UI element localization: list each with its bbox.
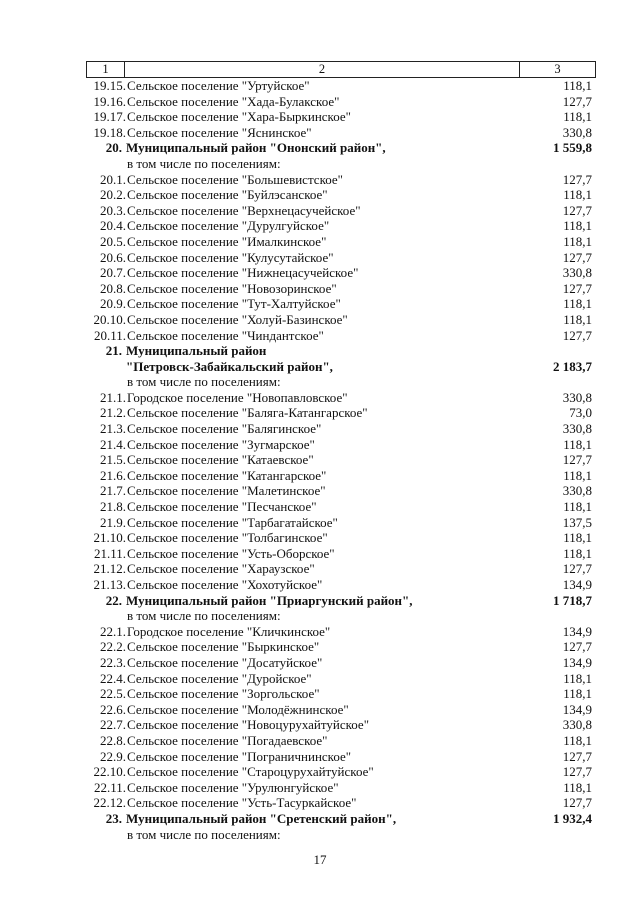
- row-number: 21.12.: [93, 561, 126, 577]
- row-number: 21.9.: [100, 514, 126, 530]
- row-value: 118,1: [563, 311, 592, 327]
- row-number: 21.11.: [93, 545, 126, 561]
- row-name: Сельское поселение "Песчанское": [127, 499, 317, 515]
- row-number: 21.8.: [100, 499, 126, 515]
- row-name: Муниципальный район "Ононский район",: [126, 140, 386, 156]
- row-name: Сельское поселение "Быркинское": [127, 639, 320, 655]
- table-row: [86, 125, 594, 141]
- row-name: Сельское поселение "Верхнецасучейское": [127, 202, 361, 218]
- table-row: [86, 203, 594, 219]
- row-number: 20.8.: [100, 280, 126, 296]
- table-row: [86, 281, 594, 297]
- row-number: 20.5.: [100, 233, 126, 249]
- row-number: [86, 608, 126, 624]
- row-number: 20.4.: [100, 218, 126, 234]
- row-number: 21.2.: [100, 405, 126, 421]
- table-row: [86, 593, 594, 609]
- table-row: [86, 639, 594, 655]
- row-value: 118,1: [563, 109, 592, 125]
- table-row: [86, 250, 594, 266]
- row-name: в том числе по поселениям:: [127, 608, 281, 624]
- row-name: Сельское поселение "Малетинское": [127, 483, 326, 499]
- row-value: 127,7: [562, 561, 592, 577]
- row-name: Сельское поселение "Хараузское": [127, 561, 315, 577]
- table-row: [86, 764, 594, 780]
- row-value: 127,7: [562, 171, 592, 187]
- row-name: Сельское поселение "Баляга-Катангарское": [127, 405, 368, 421]
- header-col-2: 2: [125, 62, 520, 77]
- row-number: 22.6.: [100, 701, 126, 717]
- row-number: [86, 827, 126, 843]
- row-name: Муниципальный район "Приаргунский район",: [126, 592, 413, 608]
- row-name: Сельское поселение "Ималкинское": [127, 233, 327, 249]
- row-value: 2 183,7: [553, 358, 592, 374]
- row-number: 22.8.: [100, 732, 126, 748]
- header-col-1: 1: [87, 62, 125, 77]
- table-row: [86, 452, 594, 468]
- row-name: Сельское поселение "Холуй-Базинское": [127, 311, 348, 327]
- row-value: [507, 374, 594, 390]
- table-row: [86, 374, 594, 390]
- row-name: "Петровск-Забайкальский район",: [126, 358, 333, 374]
- row-value: 330,8: [562, 124, 592, 140]
- row-value: 127,7: [562, 202, 592, 218]
- row-number: 22.10.: [93, 764, 126, 780]
- row-value: 127,7: [562, 639, 592, 655]
- row-number: 19.18.: [93, 124, 126, 140]
- row-value: [507, 827, 594, 843]
- row-value: 127,7: [562, 748, 592, 764]
- table-row: [86, 78, 594, 94]
- row-value: 1 718,7: [553, 592, 592, 608]
- row-number: 20.1.: [100, 171, 126, 187]
- row-value: 118,1: [563, 467, 592, 483]
- row-number: 22.9.: [100, 748, 126, 764]
- table-row: [86, 343, 594, 359]
- table-row: [86, 686, 594, 702]
- row-value: 118,1: [563, 732, 592, 748]
- row-name: Сельское поселение "Новозоринское": [127, 280, 337, 296]
- row-value: 118,1: [563, 530, 592, 546]
- row-number: 22.5.: [100, 686, 126, 702]
- table-row: [86, 359, 594, 375]
- row-value: 127,7: [562, 452, 592, 468]
- row-number: [86, 359, 126, 375]
- row-name: Сельское поселение "Хада-Булакское": [127, 93, 340, 109]
- row-number: 21.4.: [100, 436, 126, 452]
- row-value: 118,1: [563, 545, 592, 561]
- row-name: Сельское поселение "Уртуйское": [127, 78, 310, 93]
- row-name: Сельское поселение "Усть-Тасуркайское": [127, 795, 357, 811]
- row-name: Сельское поселение "Погадаевское": [127, 732, 328, 748]
- row-value: 118,1: [563, 296, 592, 312]
- table-row: [86, 187, 594, 203]
- row-number: 20.: [105, 140, 122, 156]
- table-row: [86, 156, 594, 172]
- row-number: 22.1.: [100, 623, 126, 639]
- row-value: 118,1: [563, 436, 592, 452]
- table-row: [86, 468, 594, 484]
- row-number: 20.11.: [93, 327, 126, 343]
- table-row: [86, 499, 594, 515]
- row-value: 330,8: [562, 717, 592, 733]
- row-number: [86, 374, 126, 390]
- row-number: 21.6.: [100, 467, 126, 483]
- row-value: [506, 343, 594, 359]
- table-row: [86, 733, 594, 749]
- table-row: [86, 172, 594, 188]
- row-name: Сельское поселение "Молодёжнинское": [127, 701, 349, 717]
- table-row: [86, 405, 594, 421]
- row-value: 118,1: [563, 218, 592, 234]
- row-number: 21.7.: [100, 483, 126, 499]
- row-name: Сельское поселение "Буйлэсанское": [127, 187, 328, 203]
- row-name: Сельское поселение "Дурулгуйское": [127, 218, 330, 234]
- row-value: 127,7: [562, 93, 592, 109]
- row-name: Сельское поселение "Хохотуйское": [127, 577, 323, 592]
- row-number: 21.1.: [100, 389, 126, 405]
- row-value: 127,7: [562, 280, 592, 296]
- row-value: 330,8: [562, 265, 592, 281]
- row-number: 21.10.: [93, 530, 126, 546]
- table-row: [86, 328, 594, 344]
- row-number: 21.3.: [100, 421, 126, 437]
- row-value: 134,9: [562, 623, 592, 639]
- row-number: 22.4.: [100, 670, 126, 686]
- table-row: [86, 218, 594, 234]
- row-value: 134,9: [562, 577, 592, 592]
- row-number: 22.: [105, 592, 122, 608]
- row-name: Сельское поселение "Зоргольское": [127, 686, 320, 702]
- row-value: 137,5: [562, 514, 592, 530]
- row-number: 20.7.: [100, 265, 126, 281]
- row-value: 330,8: [562, 389, 592, 405]
- row-name: Сельское поселение "Урулюнгуйское": [127, 779, 339, 795]
- row-value: 330,8: [562, 421, 592, 437]
- row-number: 23.: [105, 810, 122, 826]
- row-name: Сельское поселение "Толбагинское": [127, 530, 328, 546]
- table-row: [86, 624, 594, 640]
- row-value: 127,7: [562, 249, 592, 265]
- row-name: Сельское поселение "Досатуйское": [127, 654, 323, 670]
- row-number: 22.2.: [100, 639, 126, 655]
- header-col-3: 3: [554, 62, 561, 76]
- row-value: 127,7: [562, 795, 592, 811]
- row-value: 127,7: [562, 327, 592, 343]
- row-value: 118,1: [563, 779, 592, 795]
- row-number: 22.11.: [93, 779, 126, 795]
- row-name: Сельское поселение "Тут-Халтуйское": [127, 296, 341, 312]
- row-name: Сельское поселение "Тарбагатайское": [127, 514, 338, 530]
- table-row: [86, 483, 594, 499]
- row-value: 73,0: [569, 405, 592, 421]
- row-name: Сельское поселение "Староцурухайтуйское": [127, 764, 374, 780]
- table-header: [86, 61, 596, 78]
- table-row: [86, 546, 594, 562]
- row-value: 118,1: [563, 499, 592, 515]
- table-row: [86, 94, 594, 110]
- row-name: Сельское поселение "Яснинское": [127, 124, 312, 140]
- table-row: [86, 811, 594, 827]
- row-number: 19.15.: [93, 78, 126, 93]
- row-name: в том числе по поселениям:: [127, 155, 281, 171]
- row-value: 118,1: [563, 233, 592, 249]
- row-name: Сельское поселение "Дуройское": [127, 670, 312, 686]
- table-row: [86, 561, 594, 577]
- table-row: [86, 795, 594, 811]
- row-value: 1 932,4: [553, 810, 592, 826]
- table-row: [86, 515, 594, 531]
- table-row: [86, 530, 594, 546]
- row-number: 19.17.: [93, 109, 126, 125]
- row-name: Сельское поселение "Чиндантское": [127, 327, 324, 343]
- table-row: [86, 827, 594, 843]
- table-row: [86, 717, 594, 733]
- row-name: Сельское поселение "Нижнецасучейское": [127, 265, 359, 281]
- row-name: Муниципальный район "Сретенский район",: [126, 810, 397, 826]
- row-number: 20.6.: [100, 249, 126, 265]
- table-row: [86, 702, 594, 718]
- row-number: 22.7.: [100, 717, 126, 733]
- row-value: 134,9: [562, 701, 592, 717]
- row-name: Сельское поселение "Новоцурухайтуйское": [127, 717, 370, 733]
- table-row: [86, 234, 594, 250]
- row-value: 118,1: [563, 670, 592, 686]
- row-number: 21.: [105, 343, 122, 359]
- table-row: [86, 265, 594, 281]
- row-number: 20.3.: [100, 202, 126, 218]
- row-name: Сельское поселение "Балягинское": [127, 421, 322, 437]
- row-number: 20.9.: [100, 296, 126, 312]
- row-value: [507, 156, 594, 172]
- row-number: 20.10.: [93, 311, 126, 327]
- row-number: [86, 156, 126, 172]
- table-row: [86, 780, 594, 796]
- row-name: Сельское поселение "Катаевское": [127, 452, 314, 468]
- row-value: [507, 608, 594, 624]
- page-number: 17: [313, 852, 327, 867]
- row-name: Городское поселение "Кличкинское": [127, 623, 331, 639]
- row-number: 22.12.: [93, 795, 126, 811]
- row-name: Сельское поселение "Катангарское": [127, 467, 327, 483]
- row-value: 118,1: [563, 686, 592, 702]
- row-name: Сельское поселение "Кулусутайское": [127, 249, 334, 265]
- table-row: [86, 655, 594, 671]
- row-name: Сельское поселение "Хара-Быркинское": [127, 109, 351, 125]
- row-number: 20.2.: [100, 187, 126, 203]
- row-value: 1 559,8: [553, 140, 592, 156]
- row-value: 118,1: [563, 187, 592, 203]
- row-number: 21.5.: [100, 452, 126, 468]
- table-row: [86, 437, 594, 453]
- row-name: Муниципальный район: [126, 343, 267, 359]
- row-value: 330,8: [562, 483, 592, 499]
- row-name: Сельское поселение "Усть-Оборское": [127, 545, 335, 561]
- table-row: [86, 608, 594, 624]
- row-name: в том числе по поселениям:: [127, 374, 281, 390]
- row-number: 22.3.: [100, 654, 126, 670]
- table-row: [86, 296, 594, 312]
- table-body: [86, 78, 594, 842]
- row-value: 118,1: [563, 78, 592, 93]
- row-value: 127,7: [562, 764, 592, 780]
- row-name: Сельское поселение "Большевистское": [127, 171, 343, 187]
- table-row: [86, 312, 594, 328]
- table-row: [86, 749, 594, 765]
- row-name: в том числе по поселениям:: [127, 826, 281, 842]
- table-row: [86, 577, 594, 593]
- row-number: 21.13.: [93, 577, 126, 592]
- row-value: 134,9: [562, 654, 592, 670]
- row-name: Сельское поселение "Пограничнинское": [127, 748, 352, 764]
- row-number: 19.16.: [93, 93, 126, 109]
- table-row: [86, 421, 594, 437]
- row-name: Сельское поселение "Зугмарское": [127, 436, 315, 452]
- table-row: [86, 390, 594, 406]
- table-row: [86, 671, 594, 687]
- table-row: [86, 140, 594, 156]
- table-row: [86, 109, 594, 125]
- row-name: Городское поселение "Новопавловское": [127, 389, 348, 405]
